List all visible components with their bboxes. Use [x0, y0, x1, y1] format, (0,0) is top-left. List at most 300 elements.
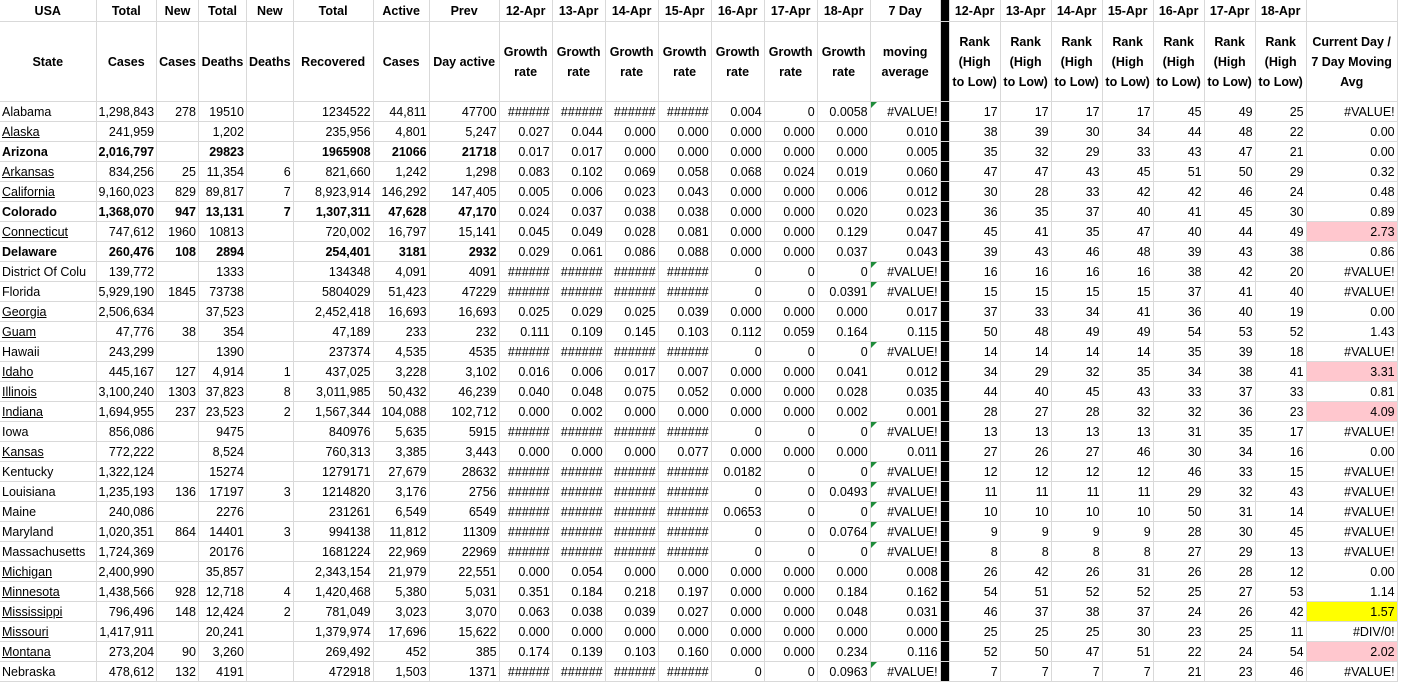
data-cell[interactable]: 42: [1255, 602, 1306, 622]
data-cell[interactable]: 36: [949, 202, 1000, 222]
data-cell[interactable]: 46: [1102, 442, 1153, 462]
data-cell[interactable]: 1,694,955: [96, 402, 157, 422]
data-cell[interactable]: 31: [1204, 502, 1255, 522]
data-cell[interactable]: 0.008: [870, 562, 940, 582]
data-cell[interactable]: 1,020,351: [96, 522, 157, 542]
data-cell[interactable]: 0.0963: [817, 662, 870, 682]
data-cell[interactable]: 41: [1255, 362, 1306, 382]
data-cell[interactable]: 1,724,369: [96, 542, 157, 562]
data-cell[interactable]: 0: [817, 462, 870, 482]
data-cell[interactable]: 0.000: [711, 642, 764, 662]
data-cell[interactable]: [157, 122, 199, 142]
data-cell[interactable]: 41: [1000, 222, 1051, 242]
data-cell[interactable]: 0: [764, 662, 817, 682]
data-cell[interactable]: 46: [1153, 462, 1204, 482]
data-cell[interactable]: 7: [1000, 662, 1051, 682]
header-cell[interactable]: 12-Apr: [499, 0, 552, 22]
data-cell[interactable]: 46: [1204, 182, 1255, 202]
header-cell[interactable]: Rank (High to Low): [1255, 22, 1306, 102]
data-cell[interactable]: 0.086: [605, 242, 658, 262]
data-cell[interactable]: 37: [1204, 382, 1255, 402]
data-cell[interactable]: #VALUE!: [870, 422, 940, 442]
data-cell[interactable]: ######: [605, 482, 658, 502]
data-cell[interactable]: 8,923,914: [293, 182, 373, 202]
data-cell[interactable]: 40: [1255, 282, 1306, 302]
data-cell[interactable]: 43: [1102, 382, 1153, 402]
data-cell[interactable]: 16: [1255, 442, 1306, 462]
data-cell[interactable]: 0.234: [817, 642, 870, 662]
data-cell[interactable]: 4091: [429, 262, 499, 282]
data-cell[interactable]: 0.000: [764, 442, 817, 462]
header-cell[interactable]: Cases: [373, 22, 429, 102]
data-cell[interactable]: 49: [1102, 322, 1153, 342]
data-cell[interactable]: ######: [552, 542, 605, 562]
data-cell[interactable]: 104,088: [373, 402, 429, 422]
data-cell[interactable]: 44,811: [373, 102, 429, 122]
data-cell[interactable]: 2,016,797: [96, 142, 157, 162]
state-cell[interactable]: Michigan: [0, 562, 96, 582]
data-cell[interactable]: 0.218: [605, 582, 658, 602]
data-cell[interactable]: 0: [711, 282, 764, 302]
data-cell[interactable]: 41: [1102, 302, 1153, 322]
data-cell[interactable]: 0.061: [552, 242, 605, 262]
data-cell[interactable]: 0.115: [870, 322, 940, 342]
data-cell[interactable]: 720,002: [293, 222, 373, 242]
data-cell[interactable]: 26: [949, 562, 1000, 582]
data-cell[interactable]: ######: [552, 662, 605, 682]
data-cell[interactable]: 0: [764, 262, 817, 282]
data-cell[interactable]: ######: [552, 522, 605, 542]
header-cell[interactable]: 12-Apr: [949, 0, 1000, 22]
data-cell[interactable]: 385: [429, 642, 499, 662]
data-cell[interactable]: 0.000: [711, 402, 764, 422]
header-cell[interactable]: Prev: [429, 0, 499, 22]
data-cell[interactable]: 0.083: [499, 162, 552, 182]
data-cell[interactable]: 12: [1255, 562, 1306, 582]
data-cell[interactable]: 33: [1000, 302, 1051, 322]
data-cell[interactable]: 5,635: [373, 422, 429, 442]
header-cell[interactable]: Growth rate: [817, 22, 870, 102]
data-cell[interactable]: 260,476: [96, 242, 157, 262]
data-cell[interactable]: 0.000: [711, 602, 764, 622]
header-cell[interactable]: Total: [198, 0, 246, 22]
header-cell[interactable]: Growth rate: [764, 22, 817, 102]
data-cell[interactable]: [157, 302, 199, 322]
data-cell[interactable]: 29: [1204, 542, 1255, 562]
data-cell[interactable]: 0.000: [817, 622, 870, 642]
data-cell[interactable]: 0.89: [1306, 202, 1397, 222]
data-cell[interactable]: #VALUE!: [1306, 102, 1397, 122]
data-cell[interactable]: 0.000: [764, 202, 817, 222]
data-cell[interactable]: 8: [1051, 542, 1102, 562]
data-cell[interactable]: 0.351: [499, 582, 552, 602]
data-cell[interactable]: 39: [1000, 122, 1051, 142]
data-cell[interactable]: 39: [1153, 242, 1204, 262]
data-cell[interactable]: 0.000: [658, 122, 711, 142]
header-cell[interactable]: State: [0, 22, 96, 102]
header-cell[interactable]: 14-Apr: [1051, 0, 1102, 22]
data-cell[interactable]: 1,379,974: [293, 622, 373, 642]
header-cell[interactable]: Rank (High to Low): [1204, 22, 1255, 102]
data-cell[interactable]: #VALUE!: [1306, 522, 1397, 542]
data-cell[interactable]: 35: [1000, 202, 1051, 222]
header-cell[interactable]: 7 Day: [870, 0, 940, 22]
data-cell[interactable]: ######: [499, 502, 552, 522]
state-cell[interactable]: Missouri: [0, 622, 96, 642]
data-cell[interactable]: 0.048: [817, 602, 870, 622]
data-cell[interactable]: 11: [1000, 482, 1051, 502]
data-cell[interactable]: 0.116: [870, 642, 940, 662]
data-cell[interactable]: 0.005: [870, 142, 940, 162]
header-cell[interactable]: 16-Apr: [1153, 0, 1204, 22]
data-cell[interactable]: 0.038: [658, 202, 711, 222]
state-cell[interactable]: Maine: [0, 502, 96, 522]
data-cell[interactable]: 30: [949, 182, 1000, 202]
data-cell[interactable]: [246, 662, 293, 682]
header-cell[interactable]: Day active: [429, 22, 499, 102]
data-cell[interactable]: 0.006: [552, 362, 605, 382]
data-cell[interactable]: 0: [764, 482, 817, 502]
data-cell[interactable]: 11309: [429, 522, 499, 542]
data-cell[interactable]: 20: [1255, 262, 1306, 282]
data-cell[interactable]: 34: [949, 362, 1000, 382]
data-cell[interactable]: 53: [1255, 582, 1306, 602]
data-cell[interactable]: 28: [1051, 402, 1102, 422]
data-cell[interactable]: 15: [1102, 282, 1153, 302]
data-cell[interactable]: 42: [1204, 262, 1255, 282]
data-cell[interactable]: 0.000: [764, 302, 817, 322]
data-cell[interactable]: 45: [1204, 202, 1255, 222]
data-cell[interactable]: 0.081: [658, 222, 711, 242]
data-cell[interactable]: 35: [949, 142, 1000, 162]
data-cell[interactable]: 781,049: [293, 602, 373, 622]
data-cell[interactable]: 0.000: [764, 122, 817, 142]
data-cell[interactable]: 0.000: [711, 122, 764, 142]
data-cell[interactable]: 148: [157, 602, 199, 622]
data-cell[interactable]: 0.028: [605, 222, 658, 242]
data-cell[interactable]: 829: [157, 182, 199, 202]
data-cell[interactable]: 18: [1255, 342, 1306, 362]
data-cell[interactable]: 235,956: [293, 122, 373, 142]
data-cell[interactable]: 34: [1102, 122, 1153, 142]
data-cell[interactable]: [246, 622, 293, 642]
data-cell[interactable]: 4,091: [373, 262, 429, 282]
data-cell[interactable]: ######: [658, 542, 711, 562]
data-cell[interactable]: 32: [1000, 142, 1051, 162]
data-cell[interactable]: 52: [1051, 582, 1102, 602]
data-cell[interactable]: #DIV/0!: [1306, 622, 1397, 642]
data-cell[interactable]: 7: [1051, 662, 1102, 682]
header-cell[interactable]: 15-Apr: [658, 0, 711, 22]
data-cell[interactable]: 42: [1102, 182, 1153, 202]
data-cell[interactable]: 21: [1255, 142, 1306, 162]
data-cell[interactable]: 0.043: [658, 182, 711, 202]
data-cell[interactable]: 0.000: [764, 402, 817, 422]
header-cell[interactable]: 13-Apr: [552, 0, 605, 22]
data-cell[interactable]: 27: [1000, 402, 1051, 422]
data-cell[interactable]: 25: [1153, 582, 1204, 602]
data-cell[interactable]: 0.000: [764, 242, 817, 262]
data-cell[interactable]: 36: [1153, 302, 1204, 322]
data-cell[interactable]: 1,567,344: [293, 402, 373, 422]
data-cell[interactable]: 33: [1102, 142, 1153, 162]
data-cell[interactable]: ######: [658, 482, 711, 502]
data-cell[interactable]: 0.000: [605, 622, 658, 642]
data-cell[interactable]: 12: [1000, 462, 1051, 482]
data-cell[interactable]: 0.048: [552, 382, 605, 402]
data-cell[interactable]: 0.075: [605, 382, 658, 402]
data-cell[interactable]: 0.023: [870, 202, 940, 222]
data-cell[interactable]: 0.000: [499, 442, 552, 462]
data-cell[interactable]: 0.037: [817, 242, 870, 262]
data-cell[interactable]: 33: [1204, 462, 1255, 482]
data-cell[interactable]: 0.000: [764, 602, 817, 622]
data-cell[interactable]: 0.000: [764, 142, 817, 162]
header-cell[interactable]: Growth rate: [605, 22, 658, 102]
data-cell[interactable]: 23: [1153, 622, 1204, 642]
data-cell[interactable]: 0.000: [552, 442, 605, 462]
data-cell[interactable]: 51,423: [373, 282, 429, 302]
data-cell[interactable]: 1.14: [1306, 582, 1397, 602]
data-cell[interactable]: 32: [1153, 402, 1204, 422]
data-cell[interactable]: 34: [1051, 302, 1102, 322]
data-cell[interactable]: 19510: [198, 102, 246, 122]
data-cell[interactable]: 12,424: [198, 602, 246, 622]
data-cell[interactable]: 241,959: [96, 122, 157, 142]
data-cell[interactable]: 26: [1000, 442, 1051, 462]
data-cell[interactable]: 38: [157, 322, 199, 342]
data-cell[interactable]: 3,385: [373, 442, 429, 462]
data-cell[interactable]: 0.000: [817, 142, 870, 162]
state-cell[interactable]: Kansas: [0, 442, 96, 462]
data-cell[interactable]: 34: [1204, 442, 1255, 462]
header-cell[interactable]: New: [246, 0, 293, 22]
data-cell[interactable]: 24: [1255, 182, 1306, 202]
data-cell[interactable]: #VALUE!: [870, 662, 940, 682]
data-cell[interactable]: 22: [1153, 642, 1204, 662]
data-cell[interactable]: 42: [1153, 182, 1204, 202]
data-cell[interactable]: 13: [1102, 422, 1153, 442]
data-cell[interactable]: 38: [1204, 362, 1255, 382]
data-cell[interactable]: 17: [1051, 102, 1102, 122]
data-cell[interactable]: #VALUE!: [870, 262, 940, 282]
data-cell[interactable]: 1,298: [429, 162, 499, 182]
data-cell[interactable]: 452: [373, 642, 429, 662]
data-cell[interactable]: 41: [1204, 282, 1255, 302]
data-cell[interactable]: 2,343,154: [293, 562, 373, 582]
data-cell[interactable]: ######: [658, 502, 711, 522]
data-cell[interactable]: 3: [246, 482, 293, 502]
data-cell[interactable]: 14: [1051, 342, 1102, 362]
data-cell[interactable]: 747,612: [96, 222, 157, 242]
header-cell[interactable]: 17-Apr: [1204, 0, 1255, 22]
data-cell[interactable]: 0.00: [1306, 442, 1397, 462]
data-cell[interactable]: ######: [658, 522, 711, 542]
data-cell[interactable]: 28: [1153, 522, 1204, 542]
data-cell[interactable]: 17197: [198, 482, 246, 502]
data-cell[interactable]: ######: [605, 542, 658, 562]
data-cell[interactable]: 47229: [429, 282, 499, 302]
data-cell[interactable]: 49: [1255, 222, 1306, 242]
data-cell[interactable]: 0.000: [764, 582, 817, 602]
data-cell[interactable]: [246, 442, 293, 462]
data-cell[interactable]: 0.035: [870, 382, 940, 402]
data-cell[interactable]: 437,025: [293, 362, 373, 382]
data-cell[interactable]: 0.029: [499, 242, 552, 262]
data-cell[interactable]: 127: [157, 362, 199, 382]
data-cell[interactable]: 0.197: [658, 582, 711, 602]
data-cell[interactable]: 12: [949, 462, 1000, 482]
data-cell[interactable]: #VALUE!: [1306, 262, 1397, 282]
data-cell[interactable]: ######: [605, 262, 658, 282]
data-cell[interactable]: ######: [658, 422, 711, 442]
data-cell[interactable]: 37,523: [198, 302, 246, 322]
data-cell[interactable]: #VALUE!: [870, 522, 940, 542]
data-cell[interactable]: 0.000: [870, 622, 940, 642]
data-cell[interactable]: 0.00: [1306, 122, 1397, 142]
data-cell[interactable]: 14: [1000, 342, 1051, 362]
data-cell[interactable]: #VALUE!: [870, 102, 940, 122]
state-cell[interactable]: Arizona: [0, 142, 96, 162]
data-cell[interactable]: 0.32: [1306, 162, 1397, 182]
data-cell[interactable]: 16: [1051, 262, 1102, 282]
data-cell[interactable]: 28: [949, 402, 1000, 422]
data-cell[interactable]: 32: [1051, 362, 1102, 382]
data-cell[interactable]: 53: [1204, 322, 1255, 342]
data-cell[interactable]: 0.000: [658, 622, 711, 642]
data-cell[interactable]: 0: [711, 342, 764, 362]
data-cell[interactable]: ######: [605, 502, 658, 522]
data-cell[interactable]: 34: [1153, 362, 1204, 382]
data-cell[interactable]: 0: [764, 282, 817, 302]
header-cell[interactable]: Rank (High to Low): [1153, 22, 1204, 102]
data-cell[interactable]: 102,712: [429, 402, 499, 422]
data-cell[interactable]: 0.010: [870, 122, 940, 142]
state-cell[interactable]: Idaho: [0, 362, 96, 382]
data-cell[interactable]: 1.43: [1306, 322, 1397, 342]
data-cell[interactable]: 5,031: [429, 582, 499, 602]
data-cell[interactable]: 22969: [429, 542, 499, 562]
data-cell[interactable]: 27: [1204, 582, 1255, 602]
data-cell[interactable]: 1,242: [373, 162, 429, 182]
data-cell[interactable]: 10813: [198, 222, 246, 242]
data-cell[interactable]: 0: [817, 502, 870, 522]
data-cell[interactable]: 0: [817, 262, 870, 282]
data-cell[interactable]: 46: [949, 602, 1000, 622]
state-cell[interactable]: Maryland: [0, 522, 96, 542]
data-cell[interactable]: 0.0493: [817, 482, 870, 502]
data-cell[interactable]: 13: [949, 422, 1000, 442]
data-cell[interactable]: 0.007: [658, 362, 711, 382]
data-cell[interactable]: 47,189: [293, 322, 373, 342]
data-cell[interactable]: 3,070: [429, 602, 499, 622]
data-cell[interactable]: 50: [1000, 642, 1051, 662]
data-cell[interactable]: 52: [1255, 322, 1306, 342]
header-cell[interactable]: Active: [373, 0, 429, 22]
data-cell[interactable]: 0.025: [605, 302, 658, 322]
data-cell[interactable]: [246, 122, 293, 142]
data-cell[interactable]: 29823: [198, 142, 246, 162]
data-cell[interactable]: 10: [1102, 502, 1153, 522]
data-cell[interactable]: 43: [1000, 242, 1051, 262]
data-cell[interactable]: 50,432: [373, 382, 429, 402]
data-cell[interactable]: 278: [157, 102, 199, 122]
data-cell[interactable]: ######: [499, 482, 552, 502]
data-cell[interactable]: 3,100,240: [96, 382, 157, 402]
data-cell[interactable]: 45: [949, 222, 1000, 242]
data-cell[interactable]: 0.012: [870, 182, 940, 202]
data-cell[interactable]: 35: [1051, 222, 1102, 242]
data-cell[interactable]: 10: [1051, 502, 1102, 522]
data-cell[interactable]: 269,492: [293, 642, 373, 662]
data-cell[interactable]: 0.000: [764, 642, 817, 662]
data-cell[interactable]: 5,380: [373, 582, 429, 602]
header-cell[interactable]: 17-Apr: [764, 0, 817, 22]
data-cell[interactable]: 4,535: [373, 342, 429, 362]
data-cell[interactable]: #VALUE!: [1306, 462, 1397, 482]
data-cell[interactable]: 0.000: [499, 622, 552, 642]
data-cell[interactable]: [157, 542, 199, 562]
data-cell[interactable]: 21066: [373, 142, 429, 162]
data-cell[interactable]: 0.184: [817, 582, 870, 602]
data-cell[interactable]: [157, 562, 199, 582]
data-cell[interactable]: 3: [246, 522, 293, 542]
data-cell[interactable]: 136: [157, 482, 199, 502]
data-cell[interactable]: 0.112: [711, 322, 764, 342]
data-cell[interactable]: 0.00: [1306, 302, 1397, 322]
data-cell[interactable]: 4,914: [198, 362, 246, 382]
data-cell[interactable]: 43: [1255, 482, 1306, 502]
data-cell[interactable]: 2: [246, 402, 293, 422]
data-cell[interactable]: 1681224: [293, 542, 373, 562]
data-cell[interactable]: 2.73: [1306, 222, 1397, 242]
data-cell[interactable]: 0.000: [711, 362, 764, 382]
data-cell[interactable]: 21: [1153, 662, 1204, 682]
state-cell[interactable]: California: [0, 182, 96, 202]
data-cell[interactable]: 14: [1255, 502, 1306, 522]
data-cell[interactable]: [246, 222, 293, 242]
data-cell[interactable]: 35,857: [198, 562, 246, 582]
data-cell[interactable]: 0.000: [764, 362, 817, 382]
data-cell[interactable]: 4.09: [1306, 402, 1397, 422]
data-cell[interactable]: 5915: [429, 422, 499, 442]
data-cell[interactable]: 1,202: [198, 122, 246, 142]
data-cell[interactable]: 0.000: [711, 582, 764, 602]
data-cell[interactable]: ######: [605, 282, 658, 302]
data-cell[interactable]: 10: [949, 502, 1000, 522]
data-cell[interactable]: 0.000: [711, 442, 764, 462]
state-cell[interactable]: Louisiana: [0, 482, 96, 502]
data-cell[interactable]: 0: [764, 422, 817, 442]
header-cell[interactable]: New: [157, 0, 199, 22]
data-cell[interactable]: 445,167: [96, 362, 157, 382]
data-cell[interactable]: #VALUE!: [870, 502, 940, 522]
data-cell[interactable]: 0.000: [817, 122, 870, 142]
data-cell[interactable]: 0.111: [499, 322, 552, 342]
data-cell[interactable]: 232: [429, 322, 499, 342]
data-cell[interactable]: 30: [1051, 122, 1102, 142]
data-cell[interactable]: 821,660: [293, 162, 373, 182]
data-cell[interactable]: 14401: [198, 522, 246, 542]
data-cell[interactable]: [157, 502, 199, 522]
data-cell[interactable]: 9: [1000, 522, 1051, 542]
data-cell[interactable]: 0.002: [817, 402, 870, 422]
data-cell[interactable]: 38: [1051, 602, 1102, 622]
data-cell[interactable]: 1845: [157, 282, 199, 302]
state-cell[interactable]: District Of Colu: [0, 262, 96, 282]
data-cell[interactable]: 54: [1153, 322, 1204, 342]
data-cell[interactable]: #VALUE!: [870, 282, 940, 302]
